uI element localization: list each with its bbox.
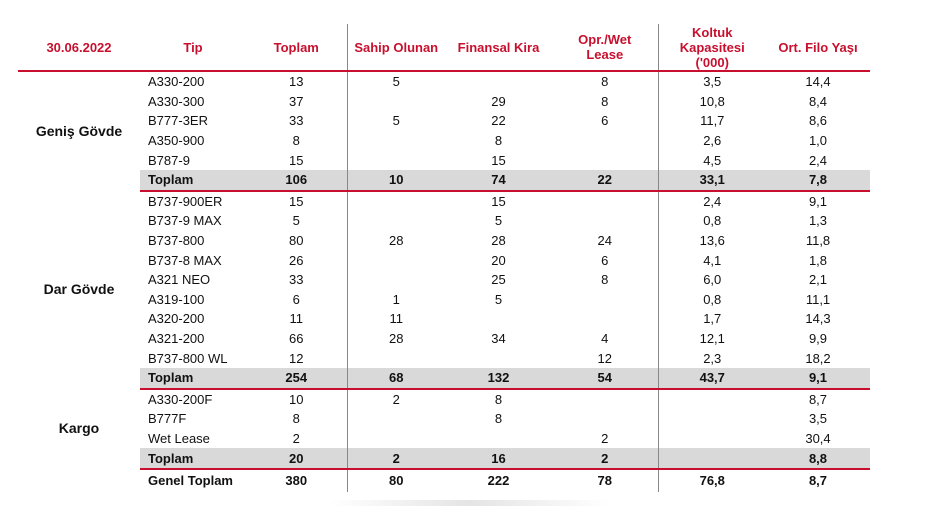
- cell-tip: A320-200: [148, 311, 205, 327]
- cell-finansal: 20: [491, 252, 506, 268]
- table-row: [18, 150, 870, 170]
- cell-koltuk: [658, 429, 766, 449]
- group-label-dar: Dar Gövde: [43, 281, 115, 298]
- cell-finansal: 34: [491, 331, 506, 347]
- cell-toplam: 33: [289, 272, 304, 288]
- cell-sahip: [347, 150, 445, 170]
- total-row-genis: [18, 170, 870, 191]
- cell-finansal: [445, 309, 552, 329]
- cell-toplam: 66: [289, 331, 304, 347]
- total-tip: Toplam: [140, 368, 246, 389]
- cell-toplam: 8: [292, 411, 300, 427]
- table-row: [18, 111, 870, 131]
- cell-finansal: [445, 429, 552, 449]
- cell-koltuk: 0,8: [658, 290, 766, 310]
- cell-finansal: 5: [494, 291, 503, 307]
- total-sahip: 2: [347, 448, 445, 469]
- cell-koltuk: 2,3: [658, 348, 766, 368]
- cell-koltuk: 4,5: [658, 150, 766, 170]
- cell-sahip: 5: [347, 71, 445, 92]
- grand-finansal: 222: [487, 473, 510, 489]
- cell-finansal: 8: [494, 133, 503, 149]
- opr-header: [552, 24, 658, 71]
- table-row: [18, 250, 870, 270]
- total-koltuk: 43,7: [658, 368, 766, 389]
- group-label-genis: Geniş Gövde: [35, 122, 123, 139]
- cell-tip: A330-200F: [148, 391, 213, 407]
- table-row: [18, 131, 870, 151]
- cell-toplam: 8: [292, 133, 300, 149]
- cell-sahip: 11: [347, 309, 445, 329]
- table-row: [18, 290, 870, 310]
- cell-yas: 2,4: [808, 152, 828, 168]
- cell-finansal: 8: [494, 411, 503, 427]
- grand-total-spacer: [18, 469, 140, 492]
- cell-yas: 14,3: [805, 311, 831, 327]
- cell-sahip: 5: [347, 111, 445, 131]
- cell-opr: [552, 389, 658, 410]
- tip-header: Tip: [183, 39, 203, 55]
- cell-finansal: 15: [491, 152, 506, 168]
- cell-finansal: [445, 71, 552, 92]
- cell-koltuk: 2,6: [658, 131, 766, 151]
- total-finansal: 74: [445, 170, 552, 191]
- cell-tip: B787-9: [148, 152, 190, 168]
- cell-opr: [552, 409, 658, 429]
- koltuk-header-line1: Koltuk: [692, 24, 733, 40]
- total-koltuk: [658, 448, 766, 469]
- grand-yas: 8,7: [808, 473, 828, 489]
- cell-opr: 8: [601, 272, 609, 288]
- grand-toplam: 380: [285, 473, 308, 489]
- cell-yas: 9,1: [808, 193, 828, 209]
- cell-tip: A350-900: [148, 133, 205, 149]
- cell-tip: B777F: [148, 411, 187, 427]
- cell-koltuk: [658, 389, 766, 410]
- cell-yas: 11,1: [805, 291, 831, 307]
- cell-toplam: 10: [289, 391, 304, 407]
- total-row-kargo: [18, 448, 870, 469]
- table-row: [18, 231, 870, 251]
- total-tip: Toplam: [140, 170, 246, 191]
- total-tip: Toplam: [140, 448, 246, 469]
- cell-yas: 8,6: [808, 113, 828, 129]
- total-opr: 2: [552, 448, 658, 469]
- cell-tip: A321 NEO: [148, 272, 211, 288]
- cell-sahip: [347, 92, 445, 112]
- cell-opr: [552, 309, 658, 329]
- total-sahip: 68: [347, 368, 445, 389]
- total-koltuk: 33,1: [658, 170, 766, 191]
- cell-finansal: 29: [491, 93, 506, 109]
- cell-tip: A321-200: [148, 331, 205, 347]
- cell-toplam: 2: [292, 430, 300, 446]
- cell-opr: 2: [601, 430, 609, 446]
- total-toplam: 254: [246, 368, 347, 389]
- cell-yas: 30,4: [805, 430, 831, 446]
- total-opr: 54: [552, 368, 658, 389]
- table-row: [18, 409, 870, 429]
- cell-finansal: 15: [491, 193, 506, 209]
- total-sahip: 10: [347, 170, 445, 191]
- cell-tip: B737-9 MAX: [148, 213, 222, 229]
- cell-opr: [552, 211, 658, 231]
- total-opr: 22: [552, 170, 658, 191]
- table-row: [18, 191, 870, 212]
- cell-tip: B737-800: [148, 233, 205, 249]
- cell-toplam: 15: [289, 193, 304, 209]
- koltuk-header: [658, 24, 766, 71]
- cell-opr: 8: [601, 93, 609, 109]
- cell-toplam: 13: [289, 74, 304, 90]
- cell-opr: [552, 150, 658, 170]
- cell-koltuk: 11,7: [658, 111, 766, 131]
- cell-tip: A319-100: [148, 291, 205, 307]
- cell-tip: Wet Lease: [148, 430, 210, 446]
- opr-header-line1: Opr./Wet: [578, 32, 632, 47]
- total-toplam: 106: [246, 170, 347, 191]
- cell-sahip: [347, 191, 445, 212]
- cell-finansal: 22: [491, 113, 506, 129]
- cell-toplam: 80: [289, 233, 304, 249]
- grand-koltuk: 76,8: [658, 469, 766, 492]
- cell-opr: 12: [597, 350, 612, 366]
- cell-toplam: 11: [289, 311, 303, 327]
- cell-tip: B737-800 WL: [148, 350, 228, 366]
- cell-koltuk: 3,5: [658, 71, 766, 92]
- cell-yas: 8,4: [808, 93, 828, 109]
- yas-header: Ort. Filo Yaşı: [778, 39, 858, 55]
- cell-sahip: [347, 270, 445, 290]
- cell-toplam: 37: [289, 93, 304, 109]
- table-row: [18, 92, 870, 112]
- cell-finansal: 8: [494, 391, 503, 407]
- footer-shadow-decoration: [330, 500, 610, 506]
- cell-sahip: [347, 409, 445, 429]
- cell-opr: 4: [601, 331, 609, 347]
- cell-opr: [552, 290, 658, 310]
- grand-tip: Genel Toplam: [148, 473, 233, 489]
- cell-koltuk: 2,4: [658, 191, 766, 212]
- cell-sahip: [347, 348, 445, 368]
- group-label-kargo: Kargo: [58, 420, 100, 437]
- total-row-dar: [18, 368, 870, 389]
- cell-koltuk: 0,8: [658, 211, 766, 231]
- fleet-table: [18, 24, 870, 492]
- cell-finansal: 25: [491, 272, 506, 288]
- cell-opr: [552, 131, 658, 151]
- cell-opr: [552, 191, 658, 212]
- cell-toplam: 5: [292, 213, 300, 229]
- cell-yas: 1,0: [808, 133, 828, 149]
- table-row: [18, 429, 870, 449]
- cell-yas: 11,8: [805, 233, 831, 249]
- cell-toplam: 6: [292, 291, 300, 307]
- cell-sahip: 2: [347, 389, 445, 410]
- cell-tip: B737-8 MAX: [148, 252, 222, 268]
- cell-koltuk: 10,8: [658, 92, 766, 112]
- total-finansal: 16: [445, 448, 552, 469]
- cell-opr: 6: [601, 113, 609, 129]
- cell-tip: A330-200: [148, 74, 205, 90]
- table-row: [18, 309, 870, 329]
- cell-tip: A330-300: [148, 93, 205, 109]
- cell-finansal: 28: [491, 233, 506, 249]
- cell-sahip: [347, 131, 445, 151]
- cell-yas: 14,4: [805, 74, 831, 90]
- table-row: [18, 71, 870, 92]
- cell-yas: 1,3: [808, 213, 828, 229]
- cell-toplam: 33: [289, 113, 304, 129]
- cell-opr: 6: [601, 252, 609, 268]
- cell-koltuk: 13,6: [658, 231, 766, 251]
- cell-koltuk: 12,1: [658, 329, 766, 349]
- sahip-header: Sahip Olunan: [347, 24, 445, 71]
- cell-sahip: 1: [347, 290, 445, 310]
- cell-koltuk: 6,0: [658, 270, 766, 290]
- cell-koltuk: [658, 409, 766, 429]
- fleet-table-wrapper: [18, 24, 870, 492]
- header-row: [18, 24, 870, 71]
- cell-yas: 8,7: [808, 391, 828, 407]
- cell-opr: 8: [601, 74, 609, 90]
- fleet-table-body: [18, 71, 870, 492]
- opr-header-line2: Lease: [586, 47, 624, 62]
- cell-opr: 24: [597, 233, 612, 249]
- total-yas: 8,8: [766, 448, 870, 469]
- cell-finansal: 5: [494, 213, 503, 229]
- cell-sahip: 28: [347, 329, 445, 349]
- table-row: [18, 329, 870, 349]
- date-header: 30.06.2022: [46, 39, 112, 55]
- koltuk-header-line2: Kapasitesi: [679, 39, 745, 55]
- cell-sahip: [347, 250, 445, 270]
- cell-tip: B737-900ER: [148, 193, 223, 209]
- table-row: [18, 389, 870, 410]
- koltuk-header-line3: ('000): [695, 54, 729, 70]
- cell-sahip: [347, 429, 445, 449]
- cell-yas: 2,1: [808, 272, 828, 288]
- cell-toplam: 26: [289, 252, 304, 268]
- cell-sahip: [347, 211, 445, 231]
- cell-koltuk: 4,1: [658, 250, 766, 270]
- table-row: [18, 211, 870, 231]
- toplam-header: Toplam: [273, 39, 319, 55]
- table-row: [18, 270, 870, 290]
- total-yas: 7,8: [766, 170, 870, 191]
- cell-tip: B777-3ER: [148, 113, 208, 129]
- cell-yas: 9,9: [808, 331, 828, 347]
- cell-yas: 3,5: [808, 411, 828, 427]
- cell-toplam: 12: [289, 350, 304, 366]
- grand-total-row: [18, 469, 870, 492]
- finansal-header: Finansal Kira: [457, 39, 540, 55]
- cell-yas: 1,8: [808, 252, 828, 268]
- cell-finansal: [445, 348, 552, 368]
- grand-sahip: 80: [347, 469, 445, 492]
- cell-koltuk: 1,7: [658, 309, 766, 329]
- total-toplam: 20: [246, 448, 347, 469]
- grand-opr: 78: [597, 473, 612, 489]
- cell-toplam: 15: [289, 152, 304, 168]
- table-row: [18, 348, 870, 368]
- total-finansal: 132: [445, 368, 552, 389]
- total-yas: 9,1: [766, 368, 870, 389]
- cell-yas: 18,2: [805, 350, 831, 366]
- cell-sahip: 28: [347, 231, 445, 251]
